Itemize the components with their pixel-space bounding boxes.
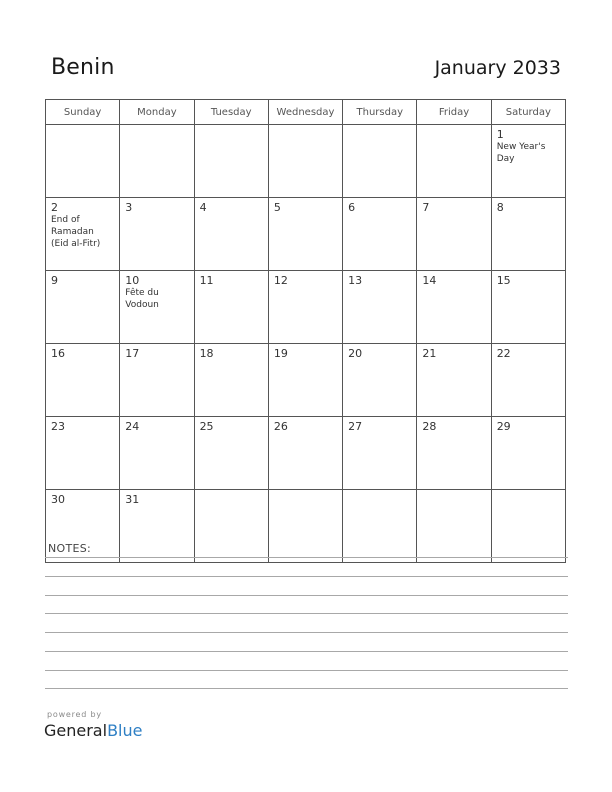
day-number: 20 — [348, 347, 363, 360]
day-number: 13 — [348, 274, 363, 287]
weekday-header: Tuesday — [194, 100, 268, 125]
day-cell — [417, 344, 491, 417]
day-cell — [120, 198, 194, 271]
day-cell — [491, 125, 565, 198]
note-line — [45, 651, 568, 652]
day-cell — [268, 344, 342, 417]
weekday-header: Monday — [120, 100, 194, 125]
day-cell — [343, 271, 417, 344]
weekday-header: Sunday — [46, 100, 120, 125]
day-cell — [417, 271, 491, 344]
day-number: 11 — [199, 274, 214, 287]
logo-general-text: General — [44, 721, 108, 740]
holiday-label: Vodoun — [125, 300, 159, 310]
day-number: 10 — [125, 274, 140, 287]
day-number: 14 — [422, 274, 437, 287]
day-cell — [491, 271, 565, 344]
weekday-header: Wednesday — [268, 100, 342, 125]
generalblue-logo[interactable] — [44, 721, 142, 740]
week-row — [46, 271, 566, 344]
notes-label: NOTES: — [48, 542, 92, 555]
day-cell — [120, 417, 194, 490]
day-number: 26 — [273, 420, 288, 433]
day-number: 16 — [51, 347, 65, 360]
day-cell — [417, 417, 491, 490]
day-number: 12 — [273, 274, 288, 287]
day-number: 17 — [125, 347, 140, 360]
day-number: 2 — [51, 201, 58, 214]
empty-day-cell — [417, 125, 491, 198]
day-number: 4 — [199, 201, 207, 214]
day-cell — [417, 198, 491, 271]
note-line — [45, 670, 568, 671]
day-cell — [268, 198, 342, 271]
note-line — [45, 595, 568, 596]
empty-day-cell — [120, 125, 194, 198]
day-cell — [491, 198, 565, 271]
empty-day-cell — [194, 125, 268, 198]
note-line — [45, 688, 568, 689]
day-number: 24 — [125, 420, 140, 433]
day-cell — [491, 344, 565, 417]
day-number: 29 — [496, 420, 511, 433]
day-number: 15 — [496, 274, 511, 287]
day-number: 3 — [125, 201, 133, 214]
day-cell — [120, 490, 194, 563]
week-row — [46, 344, 566, 417]
day-number: 18 — [199, 347, 214, 360]
week-row — [46, 490, 566, 563]
day-cell — [194, 271, 268, 344]
holiday-label: End of — [51, 215, 80, 225]
empty-day-cell — [343, 125, 417, 198]
day-cell — [46, 271, 120, 344]
holiday-label: Day — [496, 154, 515, 164]
day-cell — [46, 198, 120, 271]
month-year-title: January 2033 — [434, 57, 561, 79]
empty-day-cell — [268, 125, 342, 198]
day-number: 22 — [496, 347, 511, 360]
day-number: 23 — [51, 420, 65, 433]
day-cell — [194, 417, 268, 490]
day-cell — [46, 344, 120, 417]
holiday-label: (Eid al-Fitr) — [51, 239, 101, 249]
day-cell — [343, 417, 417, 490]
note-line — [45, 632, 568, 633]
day-number: 19 — [273, 347, 288, 360]
note-line — [45, 557, 568, 558]
day-number: 25 — [199, 420, 214, 433]
empty-day-cell — [46, 125, 120, 198]
empty-day-cell — [194, 490, 268, 563]
holiday-label: Fête du — [125, 288, 159, 298]
logo-blue-text: Blue — [107, 721, 143, 740]
note-line — [45, 576, 568, 577]
day-number: 27 — [348, 420, 363, 433]
day-cell — [46, 417, 120, 490]
day-cell — [120, 271, 194, 344]
day-number: 9 — [51, 274, 58, 287]
day-cell — [343, 198, 417, 271]
day-number: 7 — [422, 201, 430, 214]
week-row — [46, 198, 566, 271]
day-cell — [120, 344, 194, 417]
country-title: Benin — [51, 55, 115, 80]
day-number: 28 — [422, 420, 437, 433]
powered-by-text: powered by — [47, 710, 102, 719]
empty-day-cell — [268, 490, 342, 563]
day-number: 6 — [348, 201, 356, 214]
week-row — [46, 417, 566, 490]
empty-day-cell — [343, 490, 417, 563]
day-cell — [268, 271, 342, 344]
empty-day-cell — [417, 490, 491, 563]
weekday-header-row — [46, 100, 566, 125]
day-number: 8 — [496, 201, 504, 214]
calendar-grid — [45, 99, 566, 563]
day-cell — [343, 344, 417, 417]
day-number: 30 — [51, 493, 65, 506]
note-line — [45, 613, 568, 614]
week-row — [46, 125, 566, 198]
holiday-label: Ramadan — [51, 227, 94, 237]
day-number: 21 — [422, 347, 437, 360]
empty-day-cell — [491, 490, 565, 563]
weekday-header: Friday — [417, 100, 491, 125]
day-cell — [268, 417, 342, 490]
day-cell — [194, 344, 268, 417]
weekday-header: Saturday — [491, 100, 565, 125]
day-number: 5 — [273, 201, 281, 214]
day-cell — [491, 417, 565, 490]
day-number: 1 — [496, 128, 504, 141]
weekday-header: Thursday — [343, 100, 417, 125]
day-number: 31 — [125, 493, 140, 506]
day-cell — [194, 198, 268, 271]
holiday-label: New Year's — [496, 142, 546, 152]
